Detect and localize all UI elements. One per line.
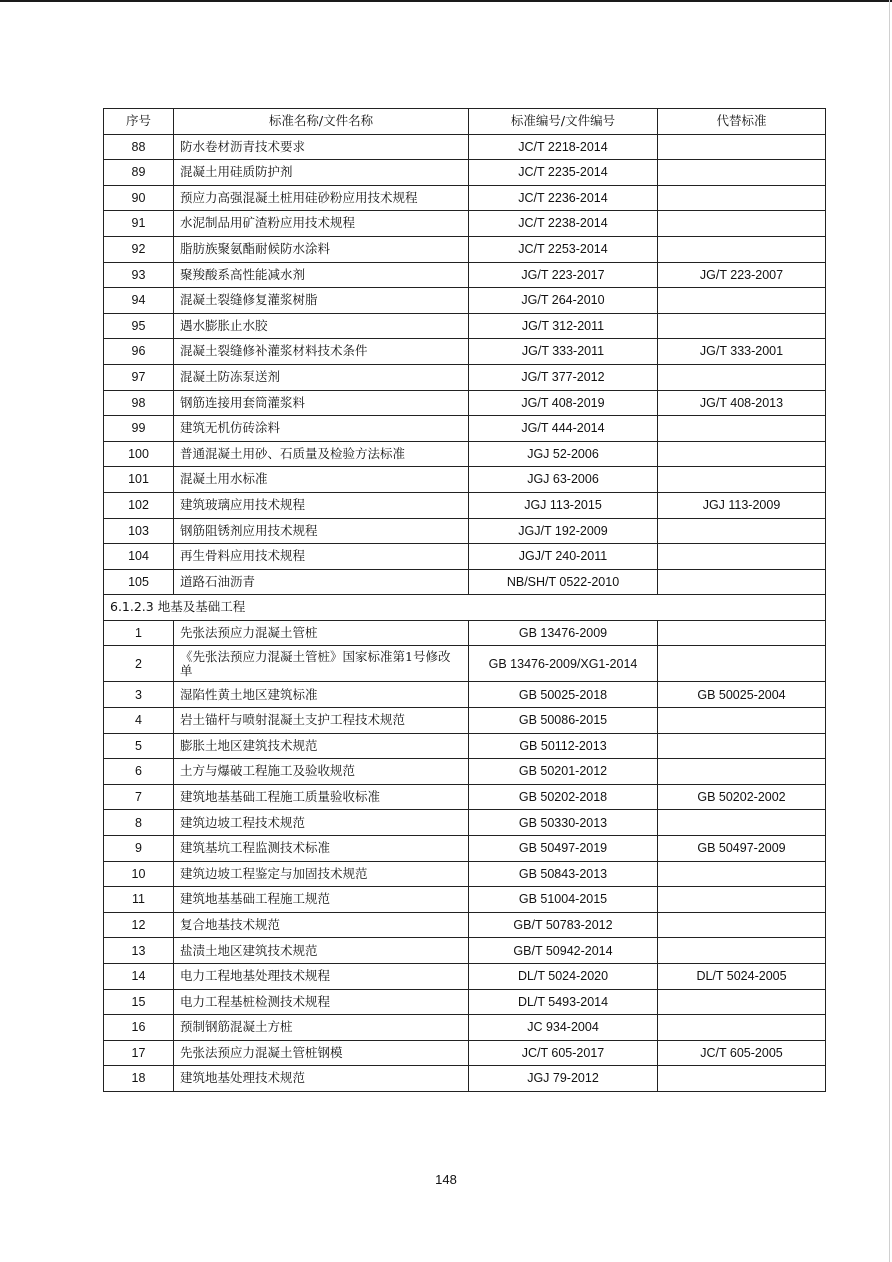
- replaced-standard: [658, 134, 826, 160]
- table-row: [104, 262, 826, 288]
- row-number: 99: [104, 416, 174, 442]
- row-number: 94: [104, 288, 174, 314]
- header-name: 标准名称/文件名称: [174, 109, 469, 135]
- header-no: 序号: [104, 109, 174, 135]
- replaced-standard: [658, 544, 826, 570]
- standard-code: JC/T 2235-2014: [469, 160, 658, 186]
- standard-code: JGJ/T 240-2011: [469, 544, 658, 570]
- standard-name: 道路石油沥青: [174, 569, 469, 595]
- table-row: [104, 160, 826, 186]
- replaced-standard: [658, 185, 826, 211]
- replaced-standard: [658, 518, 826, 544]
- row-number: 5: [104, 733, 174, 759]
- row-number: 8: [104, 810, 174, 836]
- replaced-standard: [658, 938, 826, 964]
- standard-name: 混凝土裂缝修补灌浆材料技术条件: [174, 339, 469, 365]
- row-number: 92: [104, 236, 174, 262]
- row-number: 96: [104, 339, 174, 365]
- header-replaces: 代替标准: [658, 109, 826, 135]
- table-row: [104, 492, 826, 518]
- table-row: [104, 620, 826, 646]
- table-row: [104, 569, 826, 595]
- table-row: [104, 467, 826, 493]
- table-row: [104, 1015, 826, 1041]
- standard-name: 先张法预应力混凝土管桩钢模: [174, 1040, 469, 1066]
- standard-code: JGJ 63-2006: [469, 467, 658, 493]
- standard-name: 钢筋连接用套筒灌浆料: [174, 390, 469, 416]
- row-number: 2: [104, 646, 174, 682]
- standard-name: 混凝土用水标准: [174, 467, 469, 493]
- row-number: 91: [104, 211, 174, 237]
- standard-code: JG/T 312-2011: [469, 313, 658, 339]
- table-row: [104, 861, 826, 887]
- replaced-standard: GB 50497-2009: [658, 836, 826, 862]
- table-row: [104, 544, 826, 570]
- standard-code: JG/T 377-2012: [469, 364, 658, 390]
- table-row: [104, 441, 826, 467]
- replaced-standard: [658, 620, 826, 646]
- replaced-standard: [658, 861, 826, 887]
- page-number: 148: [435, 1172, 457, 1187]
- replaced-standard: [658, 441, 826, 467]
- standard-code: GB/T 50783-2012: [469, 912, 658, 938]
- standard-code: JGJ/T 192-2009: [469, 518, 658, 544]
- standard-code: NB/SH/T 0522-2010: [469, 569, 658, 595]
- standard-name: 遇水膨胀止水胶: [174, 313, 469, 339]
- table-row: [104, 134, 826, 160]
- standard-code: JC/T 2238-2014: [469, 211, 658, 237]
- table-row: [104, 964, 826, 990]
- standard-code: JGJ 79-2012: [469, 1066, 658, 1092]
- replaced-standard: GB 50202-2002: [658, 784, 826, 810]
- table-header-row: [104, 109, 826, 135]
- row-number: 6: [104, 759, 174, 785]
- standard-name: 混凝土裂缝修复灌浆树脂: [174, 288, 469, 314]
- row-number: 12: [104, 912, 174, 938]
- replaced-standard: [658, 989, 826, 1015]
- replaced-standard: DL/T 5024-2005: [658, 964, 826, 990]
- replaced-standard: JG/T 223-2007: [658, 262, 826, 288]
- standard-name: 建筑地基处理技术规范: [174, 1066, 469, 1092]
- row-number: 98: [104, 390, 174, 416]
- row-number: 105: [104, 569, 174, 595]
- standard-name: 混凝土防冻泵送剂: [174, 364, 469, 390]
- standard-name: 建筑边坡工程技术规范: [174, 810, 469, 836]
- table-row: [104, 390, 826, 416]
- standard-name: 再生骨料应用技术规程: [174, 544, 469, 570]
- table-row: [104, 810, 826, 836]
- row-number: 97: [104, 364, 174, 390]
- table-row: [104, 759, 826, 785]
- standard-name: 预制钢筋混凝土方桩: [174, 1015, 469, 1041]
- standard-code: JG/T 444-2014: [469, 416, 658, 442]
- table-section: [104, 595, 826, 621]
- replaced-standard: [658, 467, 826, 493]
- replaced-standard: [658, 759, 826, 785]
- standard-name: 建筑无机仿砖涂料: [174, 416, 469, 442]
- row-number: 18: [104, 1066, 174, 1092]
- standard-code: GB 50086-2015: [469, 708, 658, 734]
- replaced-standard: [658, 1066, 826, 1092]
- standard-code: GB 50201-2012: [469, 759, 658, 785]
- table-row: [104, 708, 826, 734]
- replaced-standard: [658, 211, 826, 237]
- row-number: 100: [104, 441, 174, 467]
- standard-code: JC/T 2236-2014: [469, 185, 658, 211]
- standard-code: JG/T 333-2011: [469, 339, 658, 365]
- table-row: [104, 784, 826, 810]
- replaced-standard: GB 50025-2004: [658, 682, 826, 708]
- row-number: 14: [104, 964, 174, 990]
- replaced-standard: [658, 733, 826, 759]
- row-number: 16: [104, 1015, 174, 1041]
- standard-name: 复合地基技术规范: [174, 912, 469, 938]
- standard-name: 普通混凝土用砂、石质量及检验方法标准: [174, 441, 469, 467]
- standard-name: 脂肪族聚氨酯耐候防水涂料: [174, 236, 469, 262]
- header-code: 标准编号/文件编号: [469, 109, 658, 135]
- row-number: 7: [104, 784, 174, 810]
- replaced-standard: JG/T 333-2001: [658, 339, 826, 365]
- standard-code: GB 50112-2013: [469, 733, 658, 759]
- standard-code: GB 51004-2015: [469, 887, 658, 913]
- standard-code: JC/T 605-2017: [469, 1040, 658, 1066]
- section-title: 6.1.2.3 地基及基础工程: [104, 595, 826, 621]
- replaced-standard: [658, 288, 826, 314]
- replaced-standard: [658, 236, 826, 262]
- top-border-line: [0, 0, 892, 2]
- row-number: 17: [104, 1040, 174, 1066]
- replaced-standard: [658, 708, 826, 734]
- row-number: 101: [104, 467, 174, 493]
- replaced-standard: [658, 810, 826, 836]
- table-row: [104, 989, 826, 1015]
- standard-code: GB/T 50942-2014: [469, 938, 658, 964]
- replaced-standard: JC/T 605-2005: [658, 1040, 826, 1066]
- standard-code: GB 50025-2018: [469, 682, 658, 708]
- table-row: [104, 236, 826, 262]
- standard-name: 盐渍土地区建筑技术规范: [174, 938, 469, 964]
- table-row: [104, 313, 826, 339]
- standard-code: JG/T 264-2010: [469, 288, 658, 314]
- table-row: [104, 682, 826, 708]
- row-number: 103: [104, 518, 174, 544]
- table-row: [104, 836, 826, 862]
- replaced-standard: [658, 569, 826, 595]
- row-number: 88: [104, 134, 174, 160]
- replaced-standard: [658, 416, 826, 442]
- row-number: 3: [104, 682, 174, 708]
- standard-code: JGJ 52-2006: [469, 441, 658, 467]
- table-row: [104, 185, 826, 211]
- standard-name: 岩土锚杆与喷射混凝土支护工程技术规范: [174, 708, 469, 734]
- row-number: 93: [104, 262, 174, 288]
- standard-code: JG/T 408-2019: [469, 390, 658, 416]
- replaced-standard: [658, 313, 826, 339]
- standard-name: 混凝土用硅质防护剂: [174, 160, 469, 186]
- standard-name: 电力工程地基处理技术规程: [174, 964, 469, 990]
- standard-code: GB 50843-2013: [469, 861, 658, 887]
- table-body-materials: [104, 134, 826, 595]
- row-number: 10: [104, 861, 174, 887]
- standard-code: GB 50202-2018: [469, 784, 658, 810]
- standard-name: 建筑地基基础工程施工质量验收标准: [174, 784, 469, 810]
- row-number: 4: [104, 708, 174, 734]
- replaced-standard: [658, 912, 826, 938]
- standard-code: GB 50497-2019: [469, 836, 658, 862]
- row-number: 15: [104, 989, 174, 1015]
- row-number: 1: [104, 620, 174, 646]
- table-row: [104, 364, 826, 390]
- replaced-standard: [658, 364, 826, 390]
- standard-code: GB 13476-2009/XG1-2014: [469, 646, 658, 682]
- table-row: [104, 938, 826, 964]
- table-row: [104, 733, 826, 759]
- standard-code: JG/T 223-2017: [469, 262, 658, 288]
- standard-code: JC/T 2218-2014: [469, 134, 658, 160]
- table-row: [104, 1040, 826, 1066]
- standard-name: 《先张法预应力混凝土管桩》国家标准第1号修改单: [174, 646, 469, 682]
- row-number: 11: [104, 887, 174, 913]
- standard-code: GB 13476-2009: [469, 620, 658, 646]
- table-row: [104, 288, 826, 314]
- standard-name: 建筑基坑工程监测技术标准: [174, 836, 469, 862]
- standard-code: DL/T 5024-2020: [469, 964, 658, 990]
- table-row: [104, 211, 826, 237]
- table-row: [104, 1066, 826, 1092]
- standard-name: 水泥制品用矿渣粉应用技术规程: [174, 211, 469, 237]
- standard-name: 聚羧酸系高性能减水剂: [174, 262, 469, 288]
- standard-name: 电力工程基桩检测技术规程: [174, 989, 469, 1015]
- standard-name: 建筑边坡工程鉴定与加固技术规范: [174, 861, 469, 887]
- standards-table: [103, 108, 826, 1092]
- standard-name: 建筑玻璃应用技术规程: [174, 492, 469, 518]
- standard-code: JC 934-2004: [469, 1015, 658, 1041]
- standard-code: JC/T 2253-2014: [469, 236, 658, 262]
- replaced-standard: JGJ 113-2009: [658, 492, 826, 518]
- standard-name: 钢筋阻锈剂应用技术规程: [174, 518, 469, 544]
- standard-name: 湿陷性黄土地区建筑标准: [174, 682, 469, 708]
- row-number: 104: [104, 544, 174, 570]
- table-row: [104, 339, 826, 365]
- row-number: 102: [104, 492, 174, 518]
- standard-name: 土方与爆破工程施工及验收规范: [174, 759, 469, 785]
- standard-name: 膨胀土地区建筑技术规范: [174, 733, 469, 759]
- table-body-foundation: [104, 620, 826, 1091]
- replaced-standard: [658, 160, 826, 186]
- table-row: [104, 416, 826, 442]
- replaced-standard: JG/T 408-2013: [658, 390, 826, 416]
- section-row: [104, 595, 826, 621]
- replaced-standard: [658, 1015, 826, 1041]
- standard-name: 防水卷材沥青技术要求: [174, 134, 469, 160]
- row-number: 95: [104, 313, 174, 339]
- table-row: [104, 646, 826, 682]
- replaced-standard: [658, 887, 826, 913]
- standard-code: JGJ 113-2015: [469, 492, 658, 518]
- table-row: [104, 518, 826, 544]
- standard-name: 建筑地基基础工程施工规范: [174, 887, 469, 913]
- standard-code: GB 50330-2013: [469, 810, 658, 836]
- table-row: [104, 912, 826, 938]
- row-number: 9: [104, 836, 174, 862]
- table-row: [104, 887, 826, 913]
- row-number: 13: [104, 938, 174, 964]
- standard-name: 预应力高强混凝土桩用硅砂粉应用技术规程: [174, 185, 469, 211]
- row-number: 90: [104, 185, 174, 211]
- right-border-line: [889, 0, 890, 1262]
- row-number: 89: [104, 160, 174, 186]
- standard-code: DL/T 5493-2014: [469, 989, 658, 1015]
- standard-name: 先张法预应力混凝土管桩: [174, 620, 469, 646]
- replaced-standard: [658, 646, 826, 682]
